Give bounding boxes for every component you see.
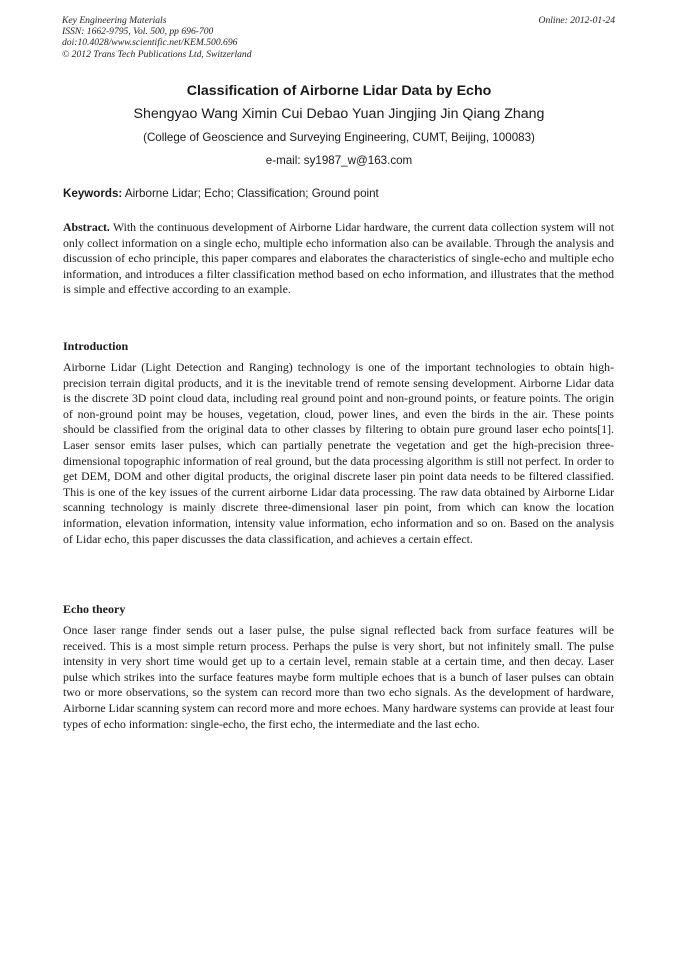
keywords-label: Keywords: [63,187,123,200]
echo-theory-paragraph: Once laser range finder sends out a laser pulse, the pulse signal reflected back from surface features will be received. This is a most simple return process. Perhaps the pulse is very short, but not infinitely small. The pulse intensity in very short time would get up to a certain level, remain stable at a certain time, and then decay. Laser pulse which strikes into the surface features maybe form multiple echoes that is a bunch of laser pulses can obtain two or more observations, so the system can record more than two echo signals. As the development of hardware, Airborne Lidar scanning system can record more and more echoes. Many hardware systems can provide at least four types of echo information: single-echo, the first echo, the intermediate and the last echo. [63,623,614,731]
introduction-paragraph: Airborne Lidar (Light Detection and Ranging) technology is one of the important technologies to obtain high-precision terrain digital products, and it is the inevitable trend of remote sensing development. Airborne Lidar data is the discrete 3D point cloud data, including real ground point and non-ground points, or feature points. The origin of non-ground point may be houses, vegetation, cloud, power lines, and even the birds in the air. These points should be classified from the original data to other classes by filtering to obtain pure ground laser echo points[1]. Laser sensor emits laser pulses, which can partially penetrate the vegetation and get the high-precision three-dimensional topographic information of real ground, but the data processing algorithm is still not perfect. In order to get DEM, DOM and other digital products, the original discrete laser pin point data needs to be filtered classified. This is one of the key issues of the current airborne Lidar data processing. The raw data obtained by Airborne Lidar scanning technology is mainly discrete three-dimensional laser pin point, from which can know the location information, elevation information, intensity value information, echo information and so on. Based on the analysis of Lidar echo, this paper discusses the data classification, and achieves a certain effect. [63,360,614,546]
abstract [63,220,614,298]
issn-line: ISSN: 1662-9795, Vol. 500, pp 696-700 [62,26,214,38]
contact-email: e-mail: sy1987_w@163.com [265,154,413,167]
section-heading-echo-theory: Echo theory [63,602,126,616]
abstract-label: Abstract. [63,220,110,234]
section-heading-introduction: Introduction [63,339,129,353]
copyright-line: © 2012 Trans Tech Publications Ltd, Switzerland [62,48,252,60]
abstract-text: With the continuous development of Airborne Lidar hardware, the current data collection system will not only collect information on a single echo, multiple echo information also can be available. Through the analysis and discussion of echo principle, this paper compares and elaborates the characteristics of single-echo and multiple echo information, and introduces a filter classification method based on echo information, and illustrates that the method is simple and effective according to an example. [63,220,614,297]
keywords-text: Airborne Lidar; Echo; Classification; Ground point [124,187,379,200]
author-list: Shengyao Wang Ximin Cui Debao Yuan Jingjing Jin Qiang Zhang [133,106,545,122]
online-date: Online: 2012-01-24 [538,15,615,26]
affiliation: (College of Geoscience and Surveying Engineering, CUMT, Beijing, 100083) [143,131,535,144]
paper-title: Classification of Airborne Lidar Data by Echo [186,83,492,99]
keywords-line [63,187,379,200]
journal-metadata [62,15,252,60]
doi-line: doi:10.4028/www.scientific.net/KEM.500.696 [62,37,238,49]
journal-name: Key Engineering Materials [62,15,167,26]
